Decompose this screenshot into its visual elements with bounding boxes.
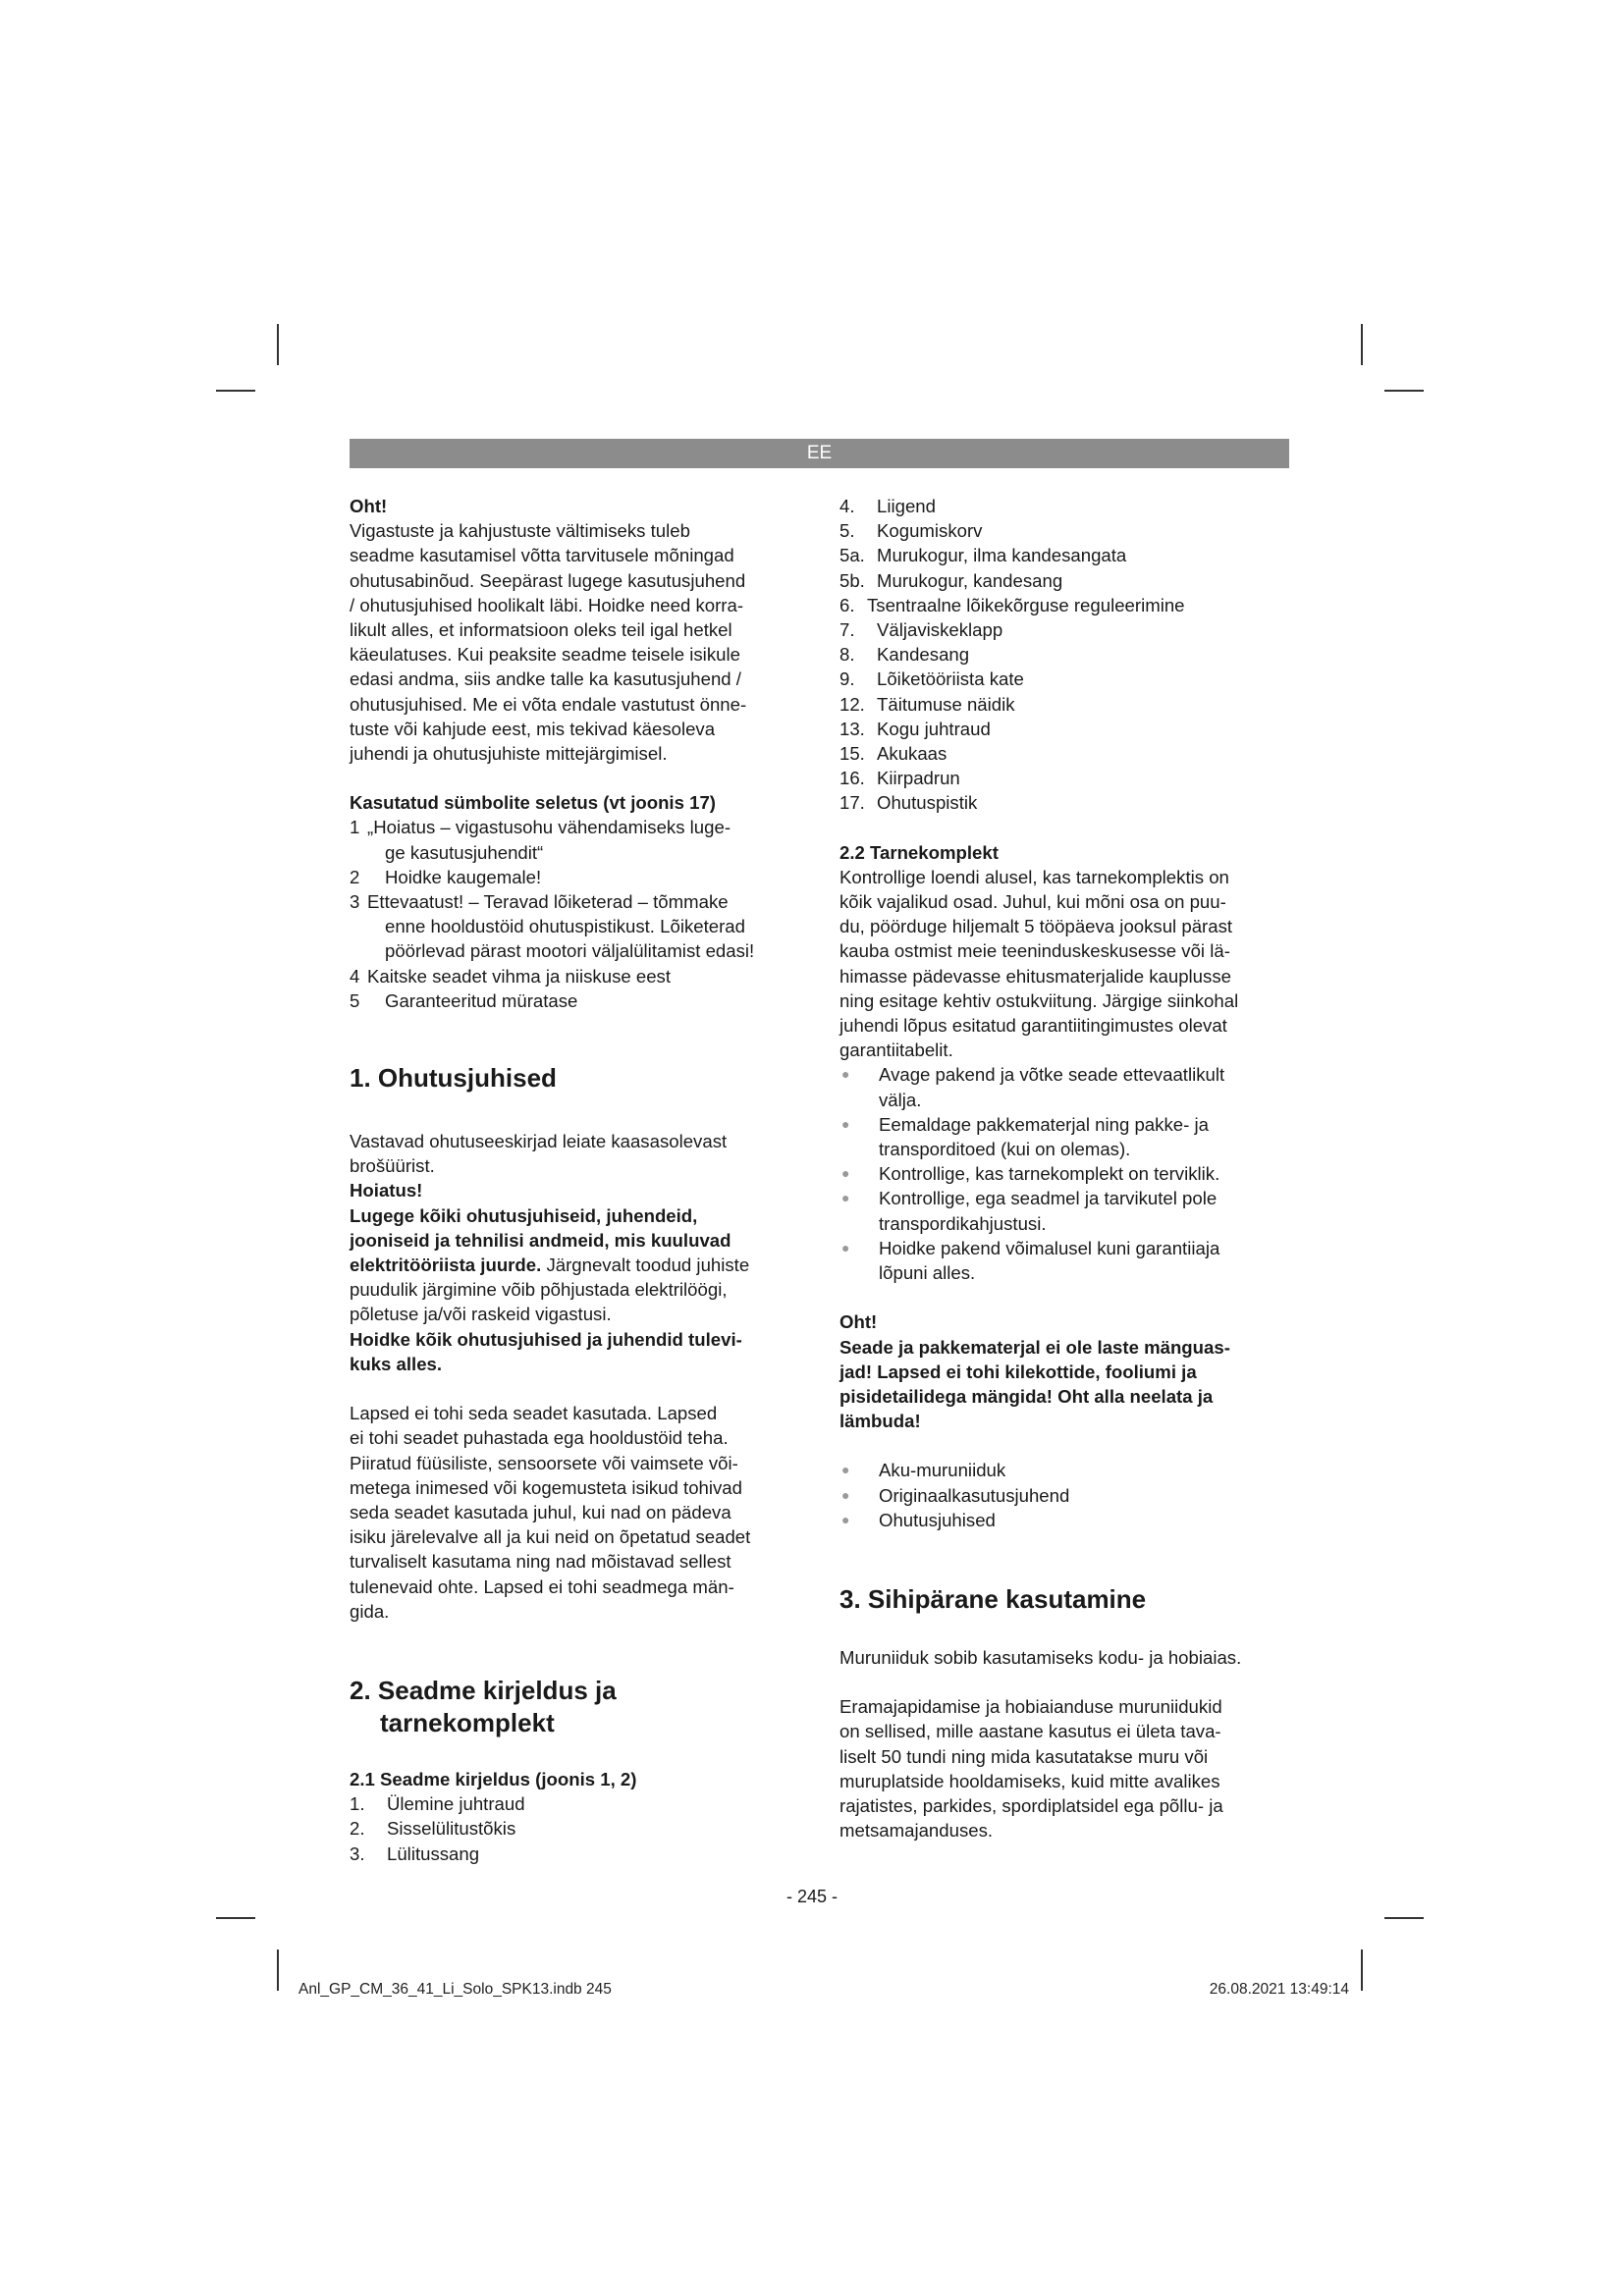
crop-mark bbox=[216, 1917, 255, 1919]
section-1-intro: Vastavad ohutuseeskirjad leiate kaasasolevast brošüürist. bbox=[350, 1131, 728, 1177]
list-item: 1. Ülemine juhtraud bbox=[350, 1793, 525, 1815]
section-1-heading: 1. Ohutusjuhised bbox=[350, 1063, 557, 1094]
crop-mark bbox=[1384, 390, 1424, 392]
list-item: 3 Ettevaatust! – Teravad lõiketerad – tõmmake enne hooldustöid ohutuspistikust. Lõiketerad pöörlevad pärast mootori väljalülitamist edasi! bbox=[350, 891, 755, 962]
crop-mark bbox=[216, 390, 255, 392]
delivery-bullets bbox=[839, 1062, 1296, 1285]
bullet-icon: ● bbox=[841, 1511, 850, 1527]
list-item: ● Originaalkasutusjuhend bbox=[839, 1483, 1296, 1508]
bullet-icon: ● bbox=[841, 1462, 850, 1478]
danger-text: Vigastuste ja kahjustuste vältimiseks tuleb seadme kasutamisel võtta tarvitusele mõningad ohutusabinõud. Seepärast lugege kasutusjuhend / ohutusjuhised hoolikalt läbi. Hoidke need korra- likult alles, et informatsioon oleks teil igal hetkel käeulatuses. Kui peaksite seadme teisele isikule edasi andma, siis andke talle ka kasutusjuhend / ohutusjuhised. Me ei võta endale vastutust önne- tuste või kahjude eest, mis tekivad käesoleva juhendi ja ohutusjuhiste mittejärgimisel. bbox=[350, 520, 747, 765]
warning-label: Hoiatus! bbox=[350, 1180, 423, 1201]
symbols-title: Kasutatud sümbolite seletus (vt joonis 17) bbox=[350, 792, 716, 814]
list-item: 17. Ohutuspistik bbox=[839, 792, 978, 814]
bullet-icon: ● bbox=[841, 1115, 850, 1132]
list-item: ● Kontrollige, kas tarnekomplekt on terviklik. bbox=[839, 1161, 1296, 1186]
symbols-list bbox=[350, 815, 806, 1013]
bullet-icon: ● bbox=[841, 1190, 850, 1206]
parts-list-start bbox=[350, 1791, 806, 1866]
list-item: 5b. Murukogur, kandesang bbox=[839, 569, 1063, 591]
delivery-text: Kontrollige loendi alusel, kas tarnekomplektis on kõik vajalikud osad. Juhul, kui mõni osa on puu- du, pöörduge hiljemalt 5 tööpäeva jooksul pärast kauba ostmist meie teeninduskeskusesse või lä- himasse pädevasse ehitusmaterjalide kauplusse ning esitage kehtiv ostukviitung. Järgige siinkohal juhendi lõpus esitatud garantiitingimustes olevat garantiitabelit. bbox=[839, 866, 1239, 1061]
children-paragraph: Lapsed ei tohi seda seadet kasutada. Lapsed ei tohi seadet puhastada ega hooldustöid teha. Piiratud füüsiliste, sensoorsete või vaimsete või- metega inimesed või kogemusteta isikud tohivad seda seadet kasutada juhul, kui nad on pädeva isiku järelevalve all ja kui neid on õpetatud seadet turvaliselt kasutama ning nad mõistavad sellest tulenevaid ohte. Lapsed ei tohi seadmega män- gida. bbox=[350, 1403, 751, 1622]
list-item: 2. Sisselülitustõkis bbox=[350, 1818, 516, 1840]
list-item: 7. Väljaviskeklapp bbox=[839, 619, 1003, 641]
list-item: ● Ohutusjuhised bbox=[839, 1508, 1296, 1532]
list-item: 5. Kogumiskorv bbox=[839, 520, 983, 542]
list-item: 4 Kaitske seadet vihma ja niiskuse eest bbox=[350, 965, 672, 987]
bullet-icon: ● bbox=[841, 1239, 850, 1255]
danger-text: Seade ja pakkematerjal ei ole laste mänguas- jad! Lapsed ei tohi kilekottide, fooliumi ja pisidetailidega mängida! Oht alla neelata ja lämbuda! bbox=[839, 1336, 1230, 1432]
bullet-icon: ● bbox=[841, 1165, 850, 1182]
language-header-bar: EE bbox=[350, 439, 1289, 468]
crop-mark bbox=[277, 324, 279, 365]
right-column bbox=[839, 494, 1296, 1842]
section-2-heading: 2. Seadme kirjeldus ja tarnekomplekt bbox=[350, 1675, 617, 1737]
section-3-heading: 3. Sihipärane kasutamine bbox=[839, 1583, 1147, 1614]
list-item: 6. Tsentraalne lõikekõrguse reguleerimine bbox=[839, 594, 1185, 615]
list-item: 15. Akukaas bbox=[839, 743, 947, 765]
section-3-paragraph: Muruniiduk sobib kasutamiseks kodu- ja hobiaias. bbox=[839, 1646, 1242, 1668]
list-item: ● Eemaldage pakkematerjal ning pakke- ja transporditoed (kui on olemas). bbox=[839, 1112, 1296, 1161]
list-item: 1 „Hoiatus – vigastusohu vähendamiseks luge- ge kasutusjuhendit“ bbox=[350, 817, 731, 863]
list-item: ● Avage pakend ja võtke seade ettevaatlikult välja. bbox=[839, 1062, 1296, 1111]
subsection-2-2-heading: 2.2 Tarnekomplekt bbox=[839, 841, 999, 863]
list-item: 2 Hoidke kaugemale! bbox=[350, 866, 542, 887]
crop-mark bbox=[1361, 1949, 1363, 1991]
print-slug-datetime: 26.08.2021 13:49:14 bbox=[1209, 1981, 1349, 1998]
contents-list bbox=[839, 1458, 1296, 1532]
list-item: 8. Kandesang bbox=[839, 644, 970, 666]
list-item: 12. Täitumuse näidik bbox=[839, 693, 1015, 715]
list-item: 16. Kiirpadrun bbox=[839, 768, 960, 789]
list-item: 5 Garanteeritud müratase bbox=[350, 989, 578, 1011]
bullet-icon: ● bbox=[841, 1486, 850, 1503]
crop-mark bbox=[277, 1949, 279, 1991]
page-number: - 245 - bbox=[785, 1887, 839, 1906]
crop-mark bbox=[1361, 324, 1363, 365]
left-column: Oht! Vigastuste ja kahjustuste vältimiseks tuleb seadme kasutamisel võtta tarvitusele mõningad ohutusabinõud. Seepärast lugege kasutusjuhend / ohutusjuhised hoolikalt läbi. Hoidke need korra- likult alles, et informatsioon oleks teil igal hetkel käeulatuses. Kui peaksite seadme teisele isikule edasi andma, siis andke talle ka kasutusjuhend / ohutusjuhised. Me ei võta endale vastutust önne- tuste või kahjude eest, mis tekivad käesoleva juhendi ja ohutusjuhiste mittejärgimisel. Kasutatud sümbolite seletus (vt joonis 17) 1 „Hoiatus – vigastusohu vähendamiseks luge- ge kasutusjuhendit“ 2 Hoidke kaugemale! 3 Ettevaatust! – Teravad lõiketerad – tõmmake enne hooldustöid ohutuspistikust. Lõiketerad pöörlevad pärast mootori väljalülitamist edasi! 4 Kaitske seadet vihma ja niiskuse eest 5 Garanteeritud müratase 1. Ohutusjuhised Vastavad ohutuseeskirjad leiate kaasasolevast brošüürist. Hoiatus! Lugege kõiki ohutusjuhiseid, juhendeid, jooniseid ja tehnilisi andmeid, mis kuuluvad elektritööriista juurde. Järgnevalt toodud juhiste puudulik järgimine võib põhjustada elektrilöögi, põletuse ja/või raskeid vigastusi. Hoidke kõik ohutusjuhised ja juhendid tulevi- kuks alles. Lapsed ei tohi seda seadet kasutada. Lapsed ei tohi seadet puhastada ega hooldustöid teha. Piiratud füüsiliste, sensoorsete või vaimsete või- metega inimesed või kogemusteta isikud tohivad seda seadet kasutada juhul, kui nad on pädeva isiku järelevalve all ja kui neid on õpetatud seadet turvaliselt kasutama ning nad mõistavad sellest tulenevaid ohte. Lapsed ei tohi seadmega män- gida. 2. Seadme kirjeldus ja tarnekomplekt 2.1 Seadme kirjeldus (joonis 1, 2) 1. Ülemine juhtraud 2. Sisselülitustõkis 3. Lülitussang bbox=[350, 494, 806, 1866]
danger-title: Oht! bbox=[839, 1311, 878, 1333]
list-item: 4. Liigend bbox=[839, 496, 936, 516]
subsection-2-1-heading: 2.1 Seadme kirjeldus (joonis 1, 2) bbox=[350, 1768, 637, 1789]
warning-mixed-line: elektritööriista juurde. Järgnevalt toodud juhiste bbox=[350, 1255, 750, 1276]
list-item: ● Kontrollige, ega seadmel ja tarvikutel pole transpordikahjustusi. bbox=[839, 1186, 1296, 1235]
list-item: ● Hoidke pakend võimalusel kuni garantiiaja lõpuni alles. bbox=[839, 1236, 1296, 1285]
list-item: 13. Kogu juhtraud bbox=[839, 718, 991, 739]
danger-title: Oht! bbox=[350, 496, 388, 516]
crop-mark bbox=[1384, 1917, 1424, 1919]
list-item: 9. Lõiketööriista kate bbox=[839, 668, 1024, 690]
bullet-icon: ● bbox=[841, 1066, 850, 1083]
section-3-paragraph: Eramajapidamise ja hobiaianduse muruniidukid on sellised, mille aastane kasutus ei ületa tava- liselt 50 tundi ning mida kasutatakse muru või muruplatside hooldamiseks, kuid mitte avalikes rajatistes, parkides, spordiplatsidel ega põllu- ja metsamajanduses. bbox=[839, 1696, 1223, 1842]
list-item: 3. Lülitussang bbox=[350, 1842, 480, 1864]
print-slug-file: Anl_GP_CM_36_41_Li_Solo_SPK13.indb 245 bbox=[298, 1981, 612, 1998]
list-item: 5a. Murukogur, ilma kandesangata bbox=[839, 545, 1127, 566]
parts-list-continued bbox=[839, 494, 1296, 816]
list-item: ● Aku-muruniiduk bbox=[839, 1458, 1296, 1482]
